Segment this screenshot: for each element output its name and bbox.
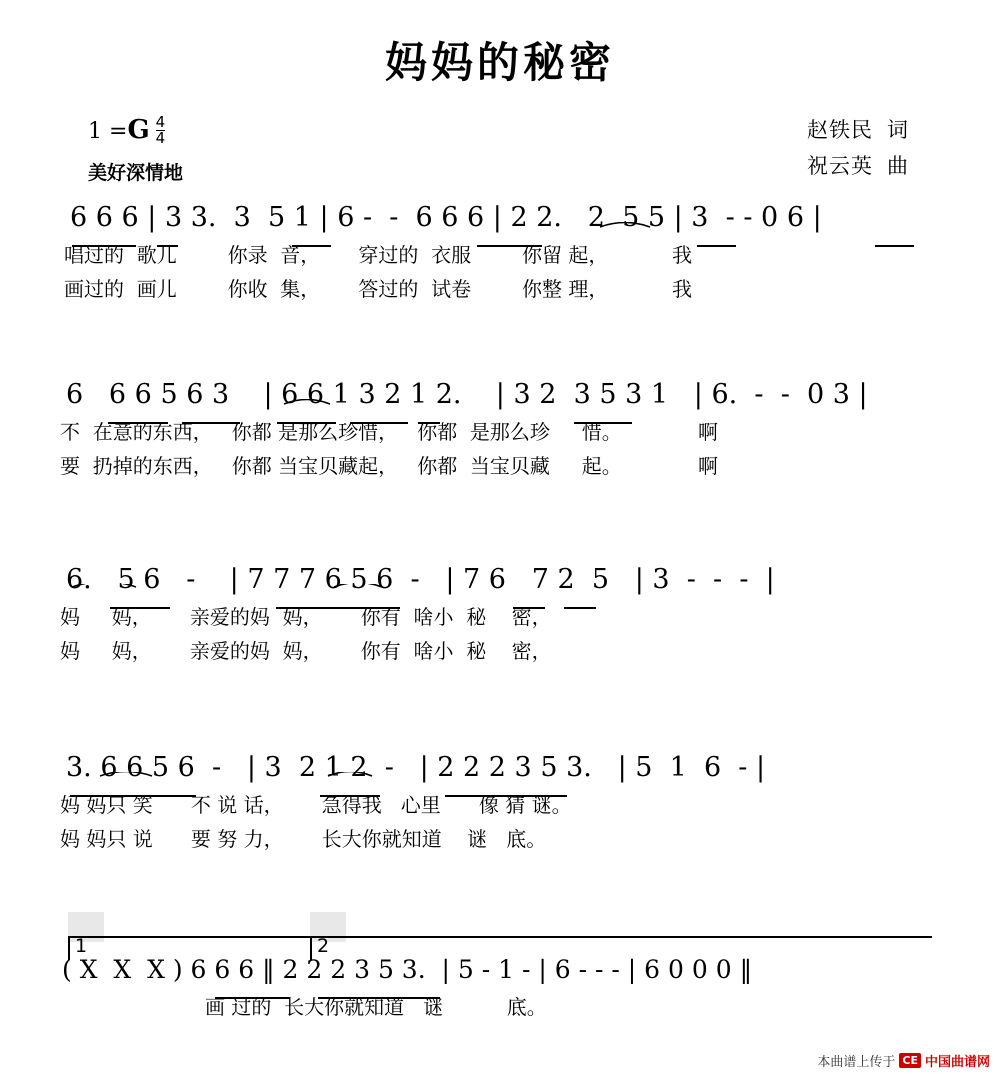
beam-marks-2 <box>0 399 1000 469</box>
site-logo-icon: CE <box>899 1053 921 1068</box>
notation-line: 6 6 6 | 3 3. 3 5 1 | 6 - - 6 6 6 | 2 2. 2 5 5 | 3 - - 0 6 | <box>70 202 822 233</box>
key-value: G <box>127 115 150 145</box>
tempo-mood-marking: 美好深情地 <box>88 162 184 184</box>
credits <box>807 112 908 184</box>
meter-numerator: 4 <box>155 113 166 131</box>
credit-lyricist: 赵铁民 词 <box>807 118 908 142</box>
ending-1-label: 1 <box>75 935 88 957</box>
beam-marks-5 <box>0 974 1000 1034</box>
site-name: 中国曲谱网 <box>924 1055 990 1070</box>
time-signature <box>156 115 166 146</box>
page-title: 妈妈的秘密 <box>384 38 615 87</box>
lyric-line-verse1: 不 在意的东西， 你都 是那么珍惜， 你都 是那么珍 惜。 啊 <box>60 420 719 444</box>
key-label: 1 =G <box>88 115 150 145</box>
footer-text: 本曲谱上传于 <box>817 1055 896 1070</box>
lyric-line-verse2: 妈 妈只 说 要 努 力， 长大你就知道 谜 底。 <box>60 827 547 851</box>
notation-line: ( X X X ) 6 6 6 ‖ 2 2 2 3 5 3. | 5 - 1 - | 6 - - - | 6 0 0 0 ‖ <box>62 955 753 984</box>
notation-line: 6. 5 6 - | 7 7 7 6 5 6 - | 7 6 7 2 5 | 3 - - - | <box>66 564 775 595</box>
meter-denominator: 4 <box>155 129 166 147</box>
key-signature <box>88 115 165 146</box>
credit-composer: 祝云英 曲 <box>807 154 908 178</box>
beam-marks-4 <box>0 772 1000 842</box>
beam-marks-3 <box>0 584 1000 654</box>
beam-marks-1 <box>0 222 1000 292</box>
lyric-line-verse1: 唱过的 歌儿 你录 音， 穿过的 衣服 你留 起， 我 <box>64 243 692 267</box>
lyric-line-verse1: 画 过的 长大你就知道 谜 底。 <box>205 995 547 1019</box>
notation-line: 3. 6 6 5 6 - | 3 2 1 2 - | 2 2 2 3 5 3. | 5 1 6 - | <box>66 752 766 783</box>
lyric-line-verse2: 妈 妈， 亲爱的妈 妈， 你有 啥小 秘 密， <box>60 639 552 663</box>
ending-2-label: 2 <box>317 935 330 957</box>
lyric-line-verse1: 妈 妈只 笑 不 说 话， 急得我 心里 像 猜 谜。 <box>60 793 572 817</box>
footer-credit <box>817 1051 990 1070</box>
lyric-line-verse2: 画过的 画儿 你收 集， 答过的 试卷 你整 理， 我 <box>64 277 692 301</box>
lyric-line-verse2: 要 扔掉的东西， 你都 当宝贝藏起， 你都 当宝贝藏 起。 啊 <box>60 454 719 478</box>
lyric-line-verse1: 妈 妈， 亲爱的妈 妈， 你有 啥小 秘 密， <box>60 605 552 629</box>
notation-line: 6 6 6 5 6 3 | 6 6 1 3 2 1 2. | 3 2 3 5 3 1 | 6. - - 0 3 | <box>66 379 868 410</box>
